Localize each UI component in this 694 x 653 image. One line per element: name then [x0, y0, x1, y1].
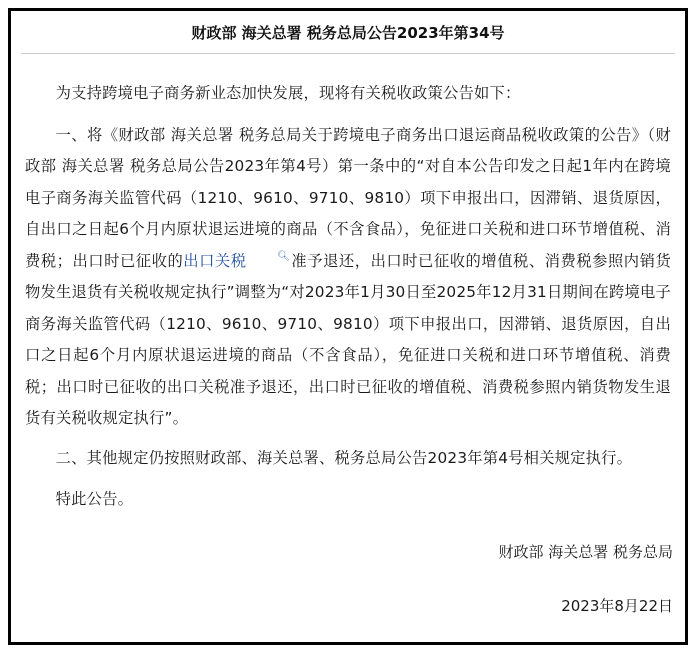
- announcement-frame: [8, 8, 688, 645]
- announcement-body: [11, 54, 685, 516]
- export-tariff-link[interactable]: 出口关税: [183, 251, 247, 270]
- item-1-text-after: 准予退还，出口时已征收的增值税、消费税参照内销货物发生退货有关税收规定执行”调整为“对2023年1月30日至2025年12月31日期间在跨境电子商务海关监管代码（1210、9610、9710、9810）项下申报出口，因滞销、退货原因，自出口之日起6个月内原状退运进境的商品（不含食品），免征进口关税和进口环节增值税、消费税；出口时已征收的出口关税准予退还，出口时已征收的增值税、消费税参照内销货物发生退货有关税收规定执行”。: [25, 251, 671, 427]
- item-1-paragraph: [25, 120, 671, 435]
- search-icon[interactable]: 🔍︎: [277, 251, 291, 263]
- issue-date: 2023年8月22日: [561, 597, 673, 615]
- closing-paragraph: 特此公告。: [55, 490, 134, 508]
- intro-paragraph: 为支持跨境电子商务新业态加快发展，现将有关税收政策公告如下：: [55, 84, 521, 102]
- item-1-text-before: 一、将《财政部 海关总署 税务总局关于跨境电子商务出口退运商品税收政策的公告》（财政部 海关总署 税务总局公告2023年第4号）第一条中的“对自本公告印发之日起1年内在跨境电子商务海关监管代码（1210、9610、9710、9810）项下申报出口，因滞销、退货原因，自出口之日起6个月内原状退运进境的商品（不含食品），免征进口关税和进口环节增值税、消费税；出口时已征收的: [25, 125, 671, 270]
- issuing-authorities: 财政部 海关总署 税务总局: [498, 543, 673, 561]
- announcement-title: 财政部 海关总署 税务总局公告2023年第34号: [191, 24, 505, 42]
- item-2-paragraph: 二、其他规定仍按照财政部、海关总署、税务总局公告2023年第4号相关规定执行。: [55, 448, 633, 467]
